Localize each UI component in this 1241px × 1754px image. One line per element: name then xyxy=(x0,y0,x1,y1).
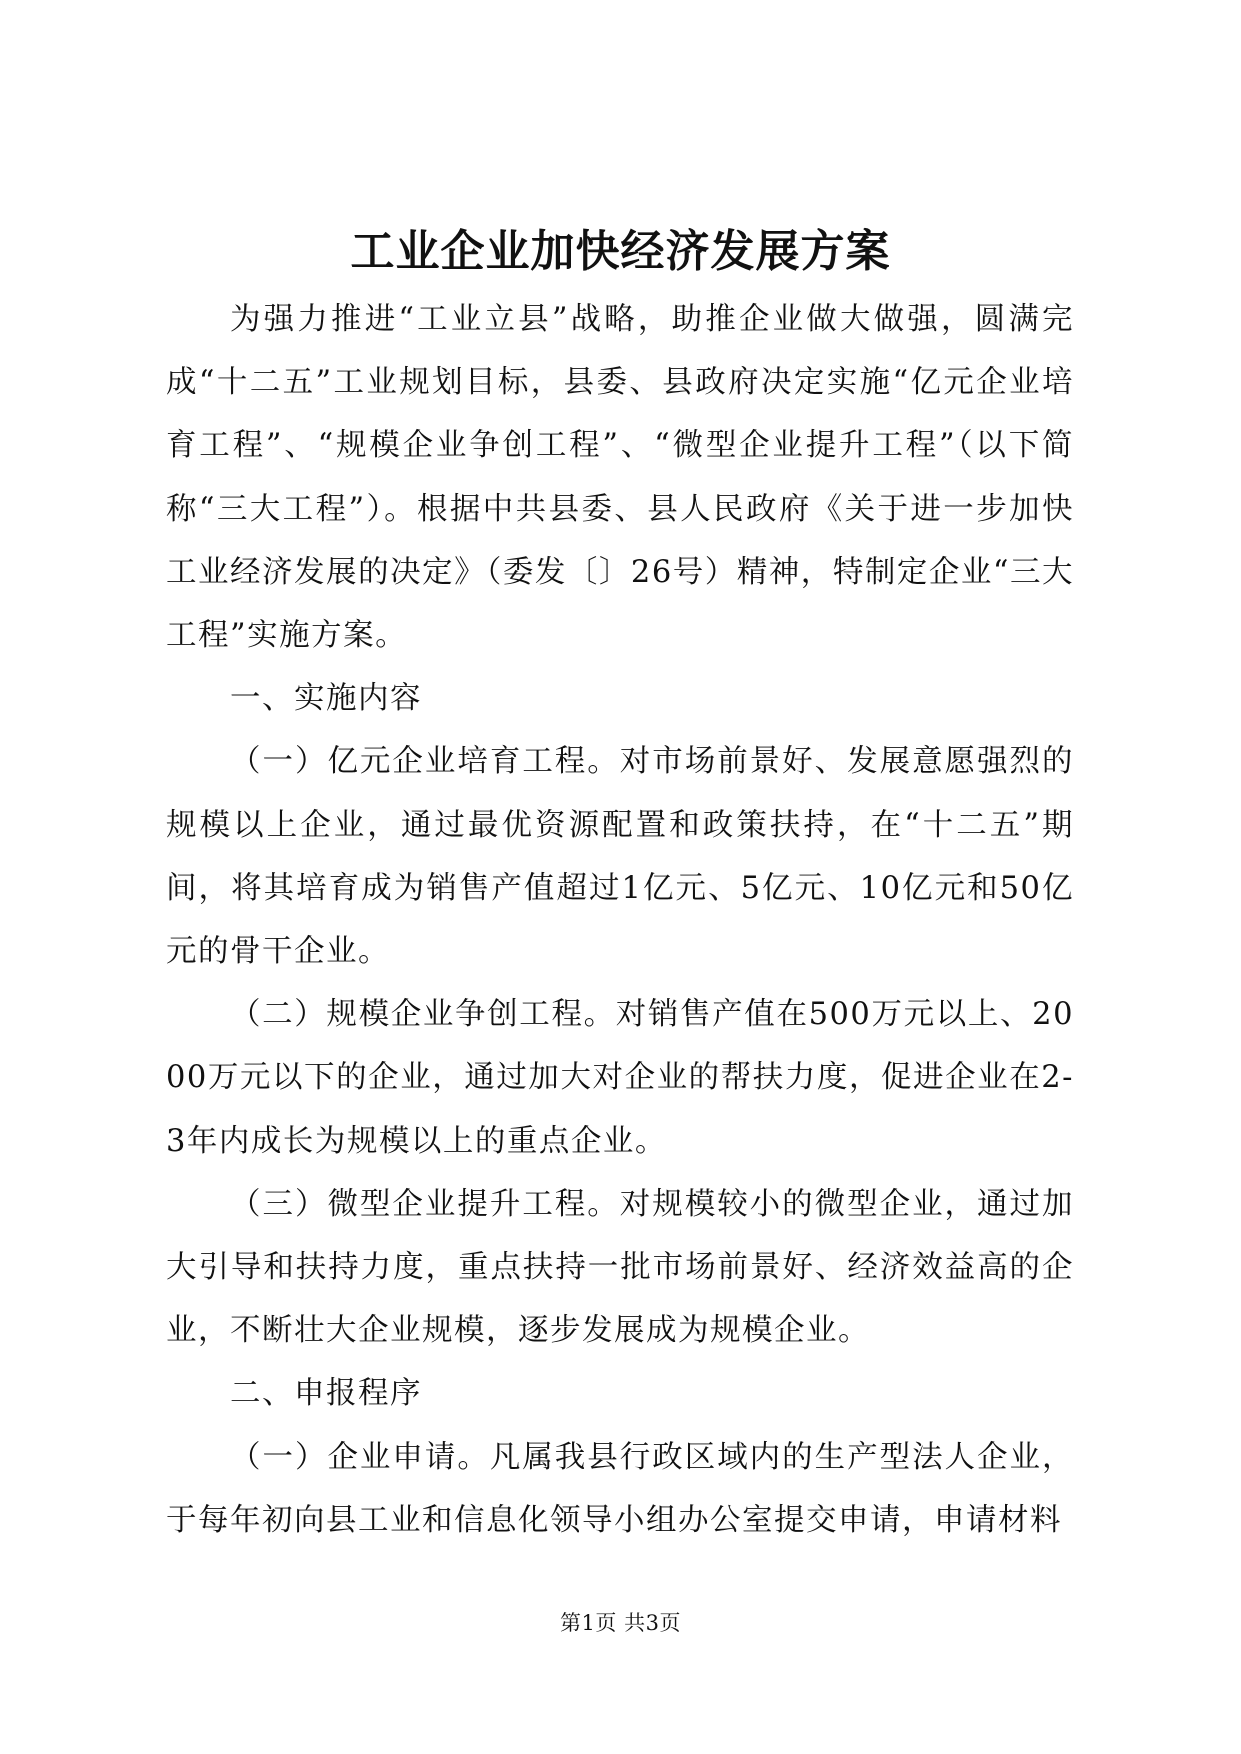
paragraph-item-3: （三）微型企业提升工程。对规模较小的微型企业，通过加大引导和扶持力度，重点扶持一批市场前景好、经济效益高的企业，不断壮大企业规模，逐步发展成为规模企业。 xyxy=(166,1186,1074,1349)
section-heading-implementation: 一、实施内容 xyxy=(230,681,422,717)
section-heading-application: 二、申报程序 xyxy=(230,1376,422,1412)
document-title: 工业企业加快经济发展方案 xyxy=(350,226,891,277)
document-body xyxy=(166,288,1074,1552)
paragraph-item-1: （一）亿元企业培育工程。对市场前景好、发展意愿强烈的规模以上企业，通过最优资源配置和政策扶持，在“十二五”期间，将其培育成为销售产值超过1亿元、5亿元、10亿元和50亿元的骨干企业。 xyxy=(166,744,1074,970)
page-number-footer: 第1页 共3页 xyxy=(560,1611,681,1635)
intro-paragraph: 为强力推进“工业立县”战略，助推企业做大做强，圆满完成“十二五”工业规划目标，县委、县政府决定实施“亿元企业培育工程”、“规模企业争创工程”、“微型企业提升工程”（以下简称“三大工程”）。根据中共县委、县人民政府《关于进一步加快工业经济发展的决定》（委发〔〕26号）精神，特制定企业“三大工程”实施方案。 xyxy=(166,302,1074,654)
paragraph-item-2: （二）规模企业争创工程。对销售产值在500万元以上、2000万元以下的企业，通过加大对企业的帮扶力度，促进企业在2-3年内成长为规模以上的重点企业。 xyxy=(166,997,1074,1159)
paragraph-application-1: （一）企业申请。凡属我县行政区域内的生产型法人企业，于每年初向县工业和信息化领导小组办公室提交申请，申请材料 xyxy=(166,1439,1074,1538)
